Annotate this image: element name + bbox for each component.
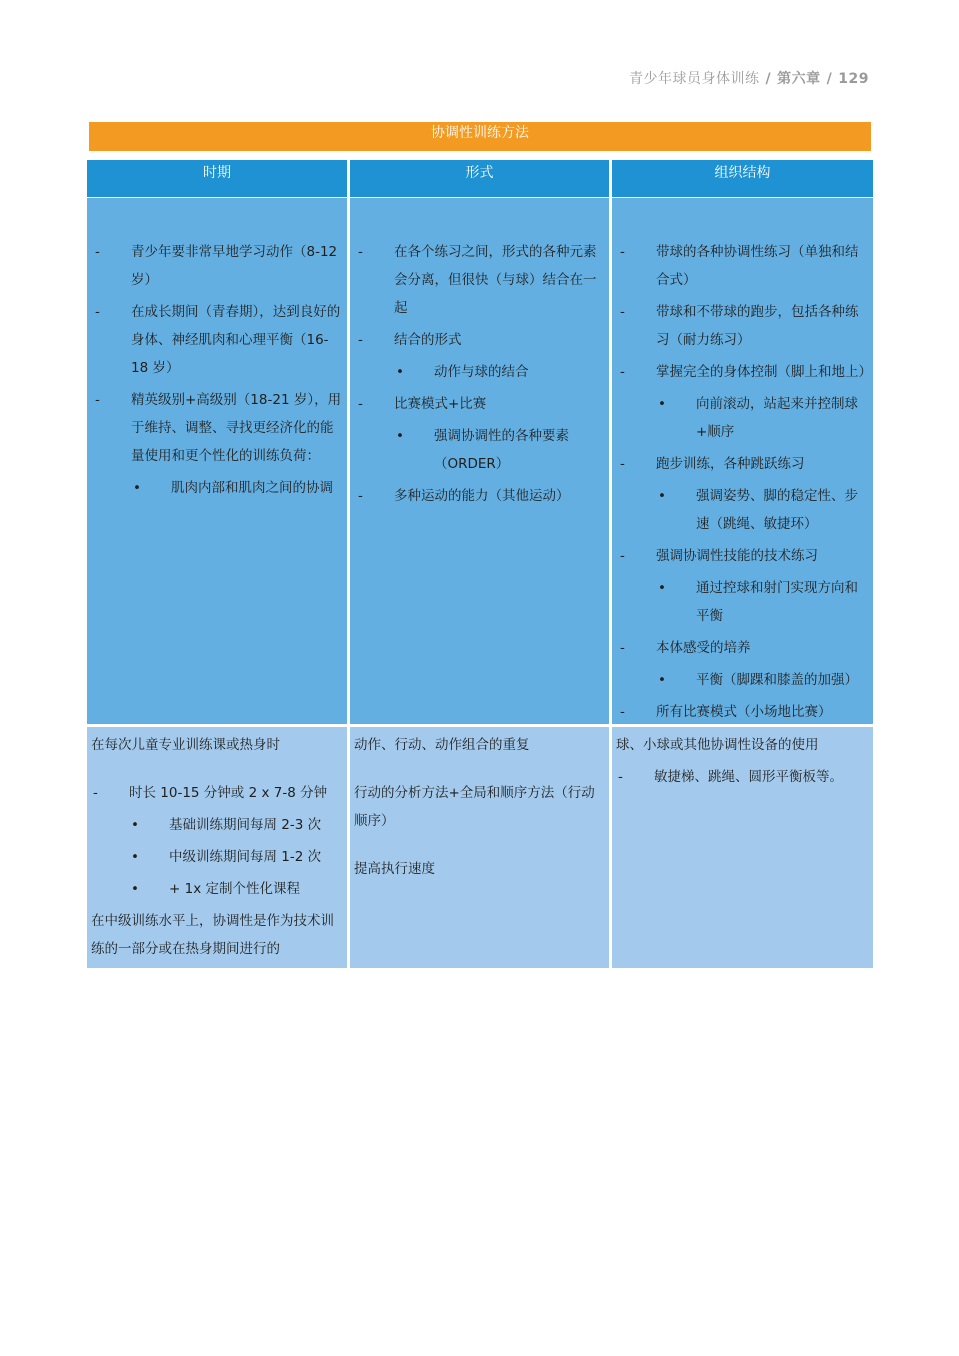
dash-list-item (618, 698, 869, 726)
bullet-list-item (91, 811, 343, 839)
coordination-methods-table (87, 160, 873, 968)
dash-marker: - (93, 785, 98, 801)
bullet-marker: • (133, 480, 141, 496)
bullet-marker: • (658, 580, 666, 596)
list-item-text: 向前滚动，站起来并控制球+顺序 (696, 396, 858, 440)
list-item-text: 敏捷梯、跳绳、圆形平衡板等。 (654, 769, 843, 785)
bullet-marker: • (658, 488, 666, 504)
list-item-text: 基础训练期间每周 2-3 次 (169, 817, 322, 833)
list-item-text: 本体感受的培养 (656, 640, 751, 656)
period-footer-outro: 在中级训练水平上，协调性是作为技术训练的一部分或在热身期间进行的 (91, 913, 334, 957)
dash-list-item (93, 238, 343, 294)
dash-marker: - (95, 244, 100, 260)
dash-list-item (93, 386, 343, 470)
form-footer-cell (350, 727, 612, 968)
list-item-text: 比赛模式+比赛 (394, 396, 487, 412)
dash-list-item (91, 779, 343, 807)
header-separator: / (826, 71, 833, 87)
list-item-text: 强调协调性技能的技术练习 (656, 548, 818, 564)
dash-list-item (618, 450, 869, 478)
period-footer-intro: 在每次儿童专业训练课或热身时 (91, 737, 280, 753)
form-footer-line: 动作、行动、动作组合的重复 (354, 737, 530, 753)
page-number: 129 (838, 71, 869, 87)
list-item-text: 平衡（脚踝和膝盖的加强） (696, 672, 858, 688)
form-list (356, 238, 605, 514)
list-item-text: 中级训练期间每周 1-2 次 (169, 849, 322, 865)
dash-marker: - (620, 640, 625, 656)
dash-marker: - (358, 488, 363, 504)
dash-marker: - (95, 304, 100, 320)
bullet-marker: • (131, 881, 139, 897)
dash-marker: - (620, 456, 625, 472)
bullet-list-item (91, 875, 343, 903)
chapter-label: 第六章 (777, 71, 821, 87)
table-body-row (87, 198, 873, 724)
column-header-structure: 组织结构 (612, 160, 873, 197)
dash-marker: - (620, 244, 625, 260)
form-footer-line: 行动的分析方法+全局和顺序方法（行动顺序） (354, 785, 595, 829)
column-header-form: 形式 (350, 160, 612, 197)
dash-marker: - (358, 332, 363, 348)
form-cell (350, 198, 612, 724)
period-list (93, 238, 343, 506)
bullet-marker: • (658, 672, 666, 688)
dash-list-item (618, 238, 869, 294)
period-footer-list (91, 779, 343, 903)
bullet-list-item (618, 666, 869, 694)
dash-list-item (356, 390, 605, 418)
structure-footer-intro: 球、小球或其他协调性设备的使用 (616, 737, 819, 753)
dash-list-item (618, 298, 869, 354)
bullet-list-item (93, 474, 343, 502)
dash-marker: - (358, 244, 363, 260)
dash-marker: - (620, 548, 625, 564)
bullet-marker: • (658, 396, 666, 412)
list-item-text: 所有比赛模式（小场地比赛） (656, 704, 832, 720)
dash-list-item (356, 482, 605, 510)
bullet-list-item (618, 574, 869, 630)
dash-list-item (616, 763, 869, 791)
bullet-list-item (356, 422, 605, 478)
bullet-list-item (618, 390, 869, 446)
dash-marker: - (620, 304, 625, 320)
list-item-text: 带球的各种协调性练习（单独和结合式） (656, 244, 859, 288)
dash-marker: - (620, 364, 625, 380)
dash-marker: - (358, 396, 363, 412)
dash-list-item (356, 238, 605, 322)
list-item-text: 在各个练习之间，形式的各种元素会分离，但很快（与球）结合在一起 (394, 244, 597, 316)
bullet-list-item (618, 482, 869, 538)
table-header-row (87, 160, 873, 197)
dash-list-item (93, 298, 343, 382)
list-item-text: 肌肉内部和肌肉之间的协调 (171, 480, 333, 496)
table-footer-row (87, 724, 873, 968)
list-item-text: + 1x 定制个性化课程 (169, 881, 300, 897)
bullet-marker: • (396, 364, 404, 380)
book-title: 青少年球员身体训练 (629, 71, 760, 87)
dash-list-item (618, 542, 869, 570)
header-separator: / (765, 71, 772, 87)
structure-footer-list (616, 763, 869, 791)
dash-marker: - (95, 392, 100, 408)
list-item-text: 动作与球的结合 (434, 364, 529, 380)
bullet-marker: • (396, 428, 404, 444)
list-item-text: 掌握完全的身体控制（脚上和地上） (656, 364, 872, 380)
list-item-text: 强调姿势、脚的稳定性、步速（跳绳、敏捷环） (696, 488, 858, 532)
structure-footer-cell (612, 727, 873, 968)
list-item-text: 通过控球和射门实现方向和平衡 (696, 580, 858, 624)
dash-marker: - (620, 704, 625, 720)
form-footer-line: 提高执行速度 (354, 861, 435, 877)
bullet-marker: • (131, 817, 139, 833)
dash-list-item (618, 358, 872, 386)
list-item-text: 多种运动的能力（其他运动） (394, 488, 570, 504)
bullet-marker: • (131, 849, 139, 865)
structure-cell (612, 198, 873, 724)
list-item-text: 精英级别+高级别（18-21 岁），用于维持、调整、寻找更经济化的能量使用和更个性化的训练负荷： (131, 392, 342, 464)
dash-list-item (356, 326, 605, 354)
period-cell (87, 198, 350, 724)
list-item-text: 青少年要非常早地学习动作（8-12 岁） (131, 244, 338, 288)
bullet-list-item (91, 843, 343, 871)
list-item-text: 带球和不带球的跑步，包括各种练习（耐力练习） (656, 304, 859, 348)
list-item-text: 跑步训练，各种跳跃练习 (656, 456, 805, 472)
period-footer-cell (87, 727, 350, 968)
list-item-text: 时长 10-15 分钟或 2 x 7-8 分钟 (129, 785, 328, 801)
running-header (629, 68, 869, 88)
dash-marker: - (618, 769, 623, 785)
table-title: 协调性训练方法 (89, 122, 871, 151)
structure-list (618, 238, 872, 730)
list-item-text: 在成长期间（青春期），达到良好的身体、神经肌肉和心理平衡（16-18 岁） (131, 304, 341, 376)
dash-list-item (618, 634, 869, 662)
column-header-period: 时期 (87, 160, 350, 197)
bullet-list-item (356, 358, 605, 386)
list-item-text: 强调协调性的各种要素（ORDER） (434, 428, 569, 472)
list-item-text: 结合的形式 (394, 332, 462, 348)
